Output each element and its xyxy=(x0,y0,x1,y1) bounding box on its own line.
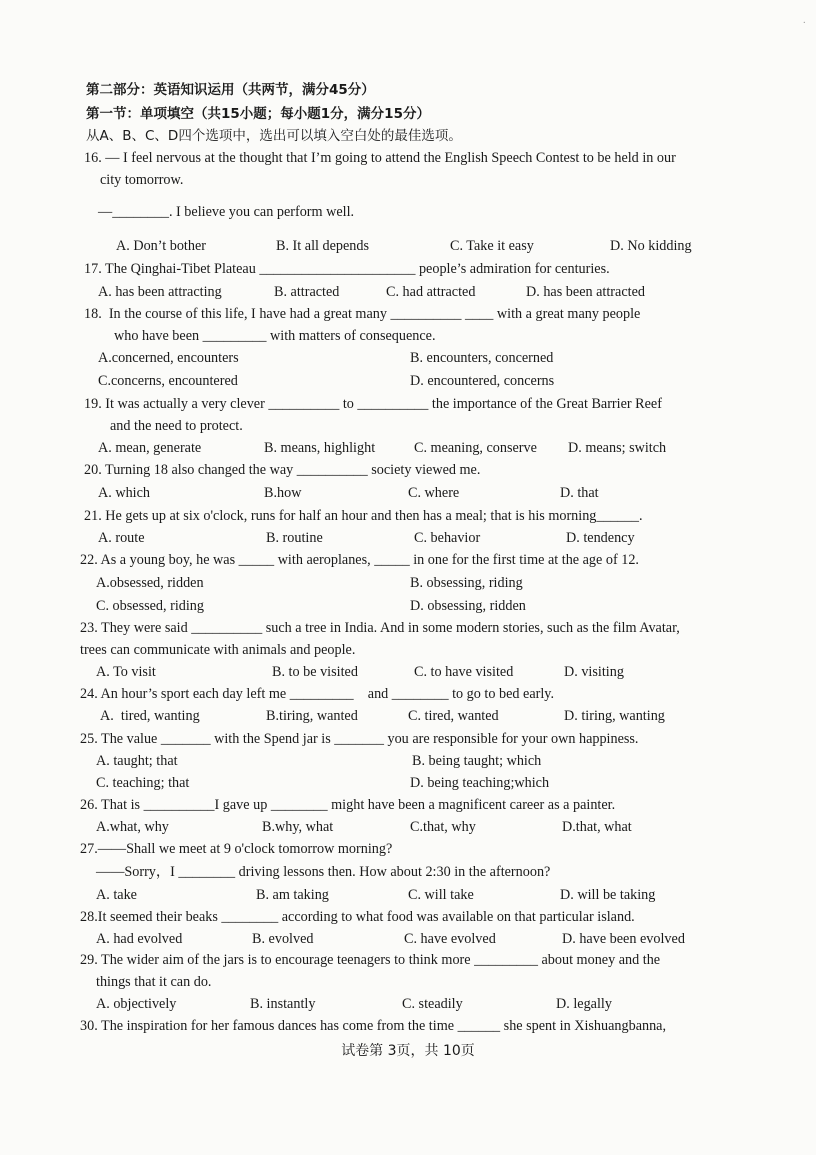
question-19-line-2: and the need to protect. xyxy=(110,418,243,434)
question-25-option-a: A. taught; that xyxy=(96,753,178,769)
question-28-option-c: C. have evolved xyxy=(404,931,496,947)
question-21-line-1: 21. He gets up at six o'clock, runs for half an hour and then has a meal; that is his morning______. xyxy=(84,508,643,524)
question-25-line-1: 25. The value _______ with the Spend jar is _______ you are responsible for your own happiness. xyxy=(80,731,639,747)
question-19-option-d: D. means; switch xyxy=(568,440,667,456)
question-24-option-d: D. tiring, wanting xyxy=(564,708,665,724)
question-26-option-c: C.that, why xyxy=(410,819,476,835)
question-17-option-c: C. had attracted xyxy=(386,284,476,300)
question-20-line-1: 20. Turning 18 also changed the way __________ society viewed me. xyxy=(84,462,481,478)
question-23-option-d: D. visiting xyxy=(564,664,624,680)
question-23-option-c: C. to have visited xyxy=(414,664,514,680)
question-21-option-b: B. routine xyxy=(266,530,323,546)
question-26-option-a: A.what, why xyxy=(96,819,169,835)
question-29-option-b: B. instantly xyxy=(250,996,316,1012)
part-heading: 第二部分：英语知识运用（共两节，满分45分） xyxy=(86,82,375,98)
question-16-option-d: D. No kidding xyxy=(610,238,692,254)
question-27-option-d: D. will be taking xyxy=(560,887,656,903)
question-30-line-1: 30. The inspiration for her famous dances has come from the time ______ she spent in Xishuangbanna, xyxy=(80,1018,667,1034)
question-21-option-d: D. tendency xyxy=(566,530,635,546)
question-27-option-a: A. take xyxy=(96,887,137,903)
question-18-option-a: A.concerned, encounters xyxy=(98,350,239,366)
question-17-option-b: B. attracted xyxy=(274,284,340,300)
question-16-option-b: B. It all depends xyxy=(276,238,369,254)
question-19-line-1: 19. It was actually a very clever __________ to __________ the importance of the Great Barrier Reef xyxy=(84,396,662,412)
question-17-option-d: D. has been attracted xyxy=(526,284,645,300)
question-23-option-a: A. To visit xyxy=(96,664,156,680)
question-23-option-b: B. to be visited xyxy=(272,664,358,680)
question-29-option-d: D. legally xyxy=(556,996,612,1012)
question-24-option-a: A. tired, wanting xyxy=(100,708,200,724)
question-29-option-a: A. objectively xyxy=(96,996,177,1012)
question-25-option-c: C. teaching; that xyxy=(96,775,190,791)
question-28-line-1: 28.It seemed their beaks ________ according to what food was available on that particular island. xyxy=(80,909,635,925)
question-27-line-1: 27.——Shall we meet at 9 o'clock tomorrow morning? xyxy=(80,841,393,857)
question-28-option-b: B. evolved xyxy=(252,931,314,947)
question-21-option-a: A. route xyxy=(98,530,145,546)
question-22-option-a: A.obsessed, ridden xyxy=(96,575,204,591)
question-20-option-b: B.how xyxy=(264,485,302,501)
question-24-line-1: 24. An hour’s sport each day left me _________ and ________ to go to bed early. xyxy=(80,686,555,702)
question-27-line-2: ——Sorry，I ________ driving lessons then. How about 2:30 in the afternoon? xyxy=(96,864,551,880)
question-22-option-c: C. obsessed, riding xyxy=(96,598,204,614)
question-24-option-b: B.tiring, wanted xyxy=(266,708,358,724)
question-16-option-a: A. Don’t bother xyxy=(116,238,206,254)
question-18-option-b: B. encounters, concerned xyxy=(410,350,554,366)
question-26-line-1: 26. That is __________I gave up ________ might have been a magnificent career as a painter. xyxy=(80,797,616,813)
question-29-line-2: things that it can do. xyxy=(96,974,212,990)
question-18-line-1: 18. In the course of this life, I have had a great many __________ ____ with a great many people xyxy=(84,306,641,322)
question-24-option-c: C. tired, wanted xyxy=(408,708,499,724)
question-19-option-b: B. means, highlight xyxy=(264,440,376,456)
question-16-line-2: city tomorrow. xyxy=(100,172,184,188)
question-23-line-1: 23. They were said __________ such a tree in India. And in some modern stories, such as the film Avatar, xyxy=(80,620,680,636)
question-22-option-b: B. obsessing, riding xyxy=(410,575,523,591)
question-21-option-c: C. behavior xyxy=(414,530,481,546)
question-26-option-b: B.why, what xyxy=(262,819,334,835)
question-22-line-1: 22. As a young boy, he was _____ with aeroplanes, _____ in one for the first time at the age of 12. xyxy=(80,552,639,568)
question-23-line-2: trees can communicate with animals and people. xyxy=(80,642,356,658)
question-28-option-a: A. had evolved xyxy=(96,931,183,947)
question-16-line-1: 16. — I feel nervous at the thought that I’m going to attend the English Speech Contest to be held in our xyxy=(84,150,676,166)
question-18-option-d: D. encountered, concerns xyxy=(410,373,555,389)
question-18-option-c: C.concerns, encountered xyxy=(98,373,238,389)
question-29-line-1: 29. The wider aim of the jars is to encourage teenagers to think more _________ about money and the xyxy=(80,952,661,968)
question-17-line-1: 17. The Qinghai-Tibet Plateau ______________________ people’s admiration for centuries. xyxy=(84,261,610,277)
question-19-option-c: C. meaning, conserve xyxy=(414,440,537,456)
question-18-line-2: who have been _________ with matters of consequence. xyxy=(114,328,436,344)
question-17-option-a: A. has been attracting xyxy=(98,284,222,300)
question-20-option-d: D. that xyxy=(560,485,599,501)
page-footer: 试卷第 3页，共 10页 xyxy=(341,1043,475,1059)
question-27-option-c: C. will take xyxy=(408,887,474,903)
question-20-option-a: A. which xyxy=(98,485,151,501)
question-19-option-a: A. mean, generate xyxy=(98,440,202,456)
question-20-option-c: C. where xyxy=(408,485,460,501)
question-25-option-d: D. being teaching;which xyxy=(410,775,550,791)
question-28-option-d: D. have been evolved xyxy=(562,931,685,947)
question-22-option-d: D. obsessing, ridden xyxy=(410,598,526,614)
question-16-option-c: C. Take it easy xyxy=(450,238,534,254)
instruction: 从A、B、C、D四个选项中，选出可以填入空白处的最佳选项。 xyxy=(86,128,462,144)
scan-mark: · xyxy=(802,18,806,29)
question-16-line-3: —________. I believe you can perform well. xyxy=(98,204,355,220)
section-heading: 第一节：单项填空（共15小题；每小题1分，满分15分） xyxy=(86,106,430,122)
question-27-option-b: B. am taking xyxy=(256,887,329,903)
question-29-option-c: C. steadily xyxy=(402,996,463,1012)
question-26-option-d: D.that, what xyxy=(562,819,632,835)
question-25-option-b: B. being taught; which xyxy=(412,753,542,769)
